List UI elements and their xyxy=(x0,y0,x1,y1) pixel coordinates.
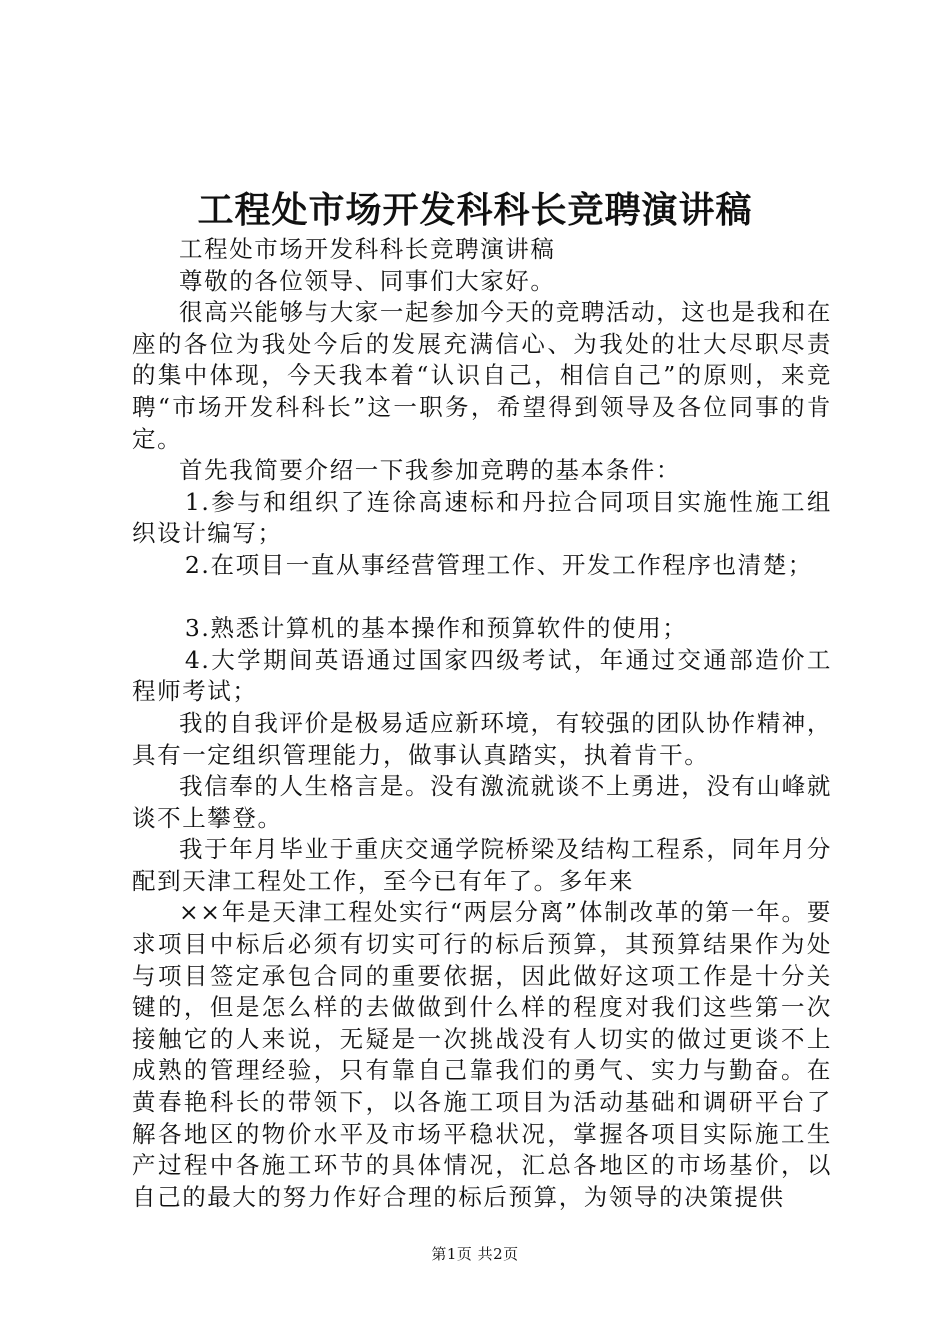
list-item-condition-3: 3.熟悉计算机的基本操作和预算软件的使用； xyxy=(184,614,688,643)
list-item-condition-1: 1.参与和组织了连徐高速标和丹拉合同项目实施性施工组织设计编写； xyxy=(132,487,832,548)
paragraph-intro: 很高兴能够与大家一起参加今天的竞聘活动，这也是我和在座的各位为我处今后的发展充满信心、为我处的壮大尽职尽责的集中体现，今天我本着“认识自己，相信自己”的原则，来竞聘“市场开发科科长”这一职务，希望得到领导及各位同事的肯定。 xyxy=(132,298,832,453)
paragraph-conditions-heading: 首先我简要介绍一下我参加竞聘的基本条件： xyxy=(179,456,681,485)
document-title: 工程处市场开发科科长竞聘演讲稿 xyxy=(197,189,753,231)
page-footer: 第1页 共2页 xyxy=(431,1245,519,1263)
paragraph-motto: 我信奉的人生格言是。没有激流就谈不上勇进，没有山峰就谈不上攀登。 xyxy=(132,772,832,832)
paragraph-self-evaluation: 我的自我评价是极易适应新环境，有较强的团队协作精神，具有一定组织管理能力，做事认真踏实，执着肯干。 xyxy=(132,708,832,769)
list-item-condition-2: 2.在项目一直从事经营管理工作、开发工作程序也清楚； xyxy=(184,550,813,579)
list-item-condition-4: 4.大学期间英语通过国家四级考试，年通过交通部造价工程师考试； xyxy=(132,645,832,706)
paragraph-greeting: 尊敬的各位领导、同事们大家好。 xyxy=(179,266,556,295)
paragraph-background: 我于年月毕业于重庆交通学院桥梁及结构工程系，同年月分配到天津工程处工作，至今已有年了。多年来 xyxy=(132,835,832,895)
paragraph-subtitle: 工程处市场开发科科长竞聘演讲稿 xyxy=(179,235,556,263)
document-body xyxy=(132,234,832,1213)
paragraph-reform: ××年是天津工程处实行“两层分离”体制改革的第一年。要求项目中标后必须有切实可行的标后预算，其预算结果作为处与项目签定承包合同的重要依据，因此做好这项工作是十分关键的，但是怎么样的去做做到什么样的程度对我们这些第一次接触它的人来说，无疑是一次挑战没有人切实的做过更谈不上成熟的管理经验，只有靠自己靠我们的勇气、实力与勤奋。在黄春艳科长的带领下，以各施工项目为活动基础和调研平台了解各地区的物价水平及市场平稳状况，掌握各项目实际施工生产过程中各施工环节的具体情况，汇总各地区的市场基价，以自己的最大的努力作好合理的标后预算，为领导的决策提供 xyxy=(132,898,832,1211)
